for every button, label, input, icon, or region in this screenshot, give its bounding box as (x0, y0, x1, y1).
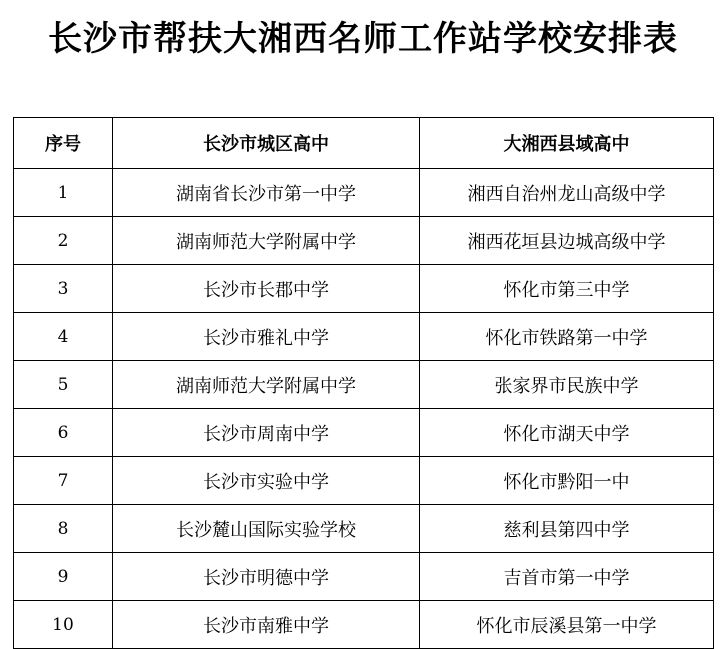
city-school: 湖南省长沙市第一中学 (113, 169, 420, 217)
city-school: 湖南师范大学附属中学 (113, 217, 420, 265)
table-row (14, 361, 714, 409)
table-row (14, 169, 714, 217)
row-number: 5 (14, 361, 113, 409)
county-school: 怀化市黔阳一中 (420, 457, 714, 505)
city-school: 长沙麓山国际实验学校 (113, 505, 420, 553)
header-changsha-city-high-school: 长沙市城区高中 (113, 118, 420, 169)
table-row (14, 217, 714, 265)
county-school: 怀化市湖天中学 (420, 409, 714, 457)
row-number: 8 (14, 505, 113, 553)
row-number: 9 (14, 553, 113, 601)
city-school: 长沙市明德中学 (113, 553, 420, 601)
table-header-row (14, 118, 714, 169)
county-school: 怀化市第三中学 (420, 265, 714, 313)
table-row (14, 457, 714, 505)
table-row (14, 505, 714, 553)
document-title: 长沙市帮扶大湘西名师工作站学校安排表 (48, 19, 678, 59)
row-number: 6 (14, 409, 113, 457)
table-row (14, 409, 714, 457)
county-school: 怀化市铁路第一中学 (420, 313, 714, 361)
row-number: 7 (14, 457, 113, 505)
row-number: 4 (14, 313, 113, 361)
county-school: 慈利县第四中学 (420, 505, 714, 553)
county-school: 湘西花垣县边城高级中学 (420, 217, 714, 265)
city-school: 长沙市实验中学 (113, 457, 420, 505)
city-school: 长沙市周南中学 (113, 409, 420, 457)
table-row (14, 265, 714, 313)
header-xiangxi-county-high-school: 大湘西县域高中 (420, 118, 714, 169)
table-row (14, 601, 714, 649)
row-number: 1 (14, 169, 113, 217)
row-number: 3 (14, 265, 113, 313)
city-school: 长沙市南雅中学 (113, 601, 420, 649)
row-number: 10 (14, 601, 113, 649)
header-serial-number: 序号 (14, 118, 113, 169)
city-school: 长沙市长郡中学 (113, 265, 420, 313)
table-row (14, 553, 714, 601)
row-number: 2 (14, 217, 113, 265)
county-school: 湘西自治州龙山高级中学 (420, 169, 714, 217)
table-row (14, 313, 714, 361)
county-school: 张家界市民族中学 (420, 361, 714, 409)
city-school: 长沙市雅礼中学 (113, 313, 420, 361)
county-school: 怀化市辰溪县第一中学 (420, 601, 714, 649)
school-schedule-table (13, 117, 714, 649)
city-school: 湖南师范大学附属中学 (113, 361, 420, 409)
county-school: 吉首市第一中学 (420, 553, 714, 601)
